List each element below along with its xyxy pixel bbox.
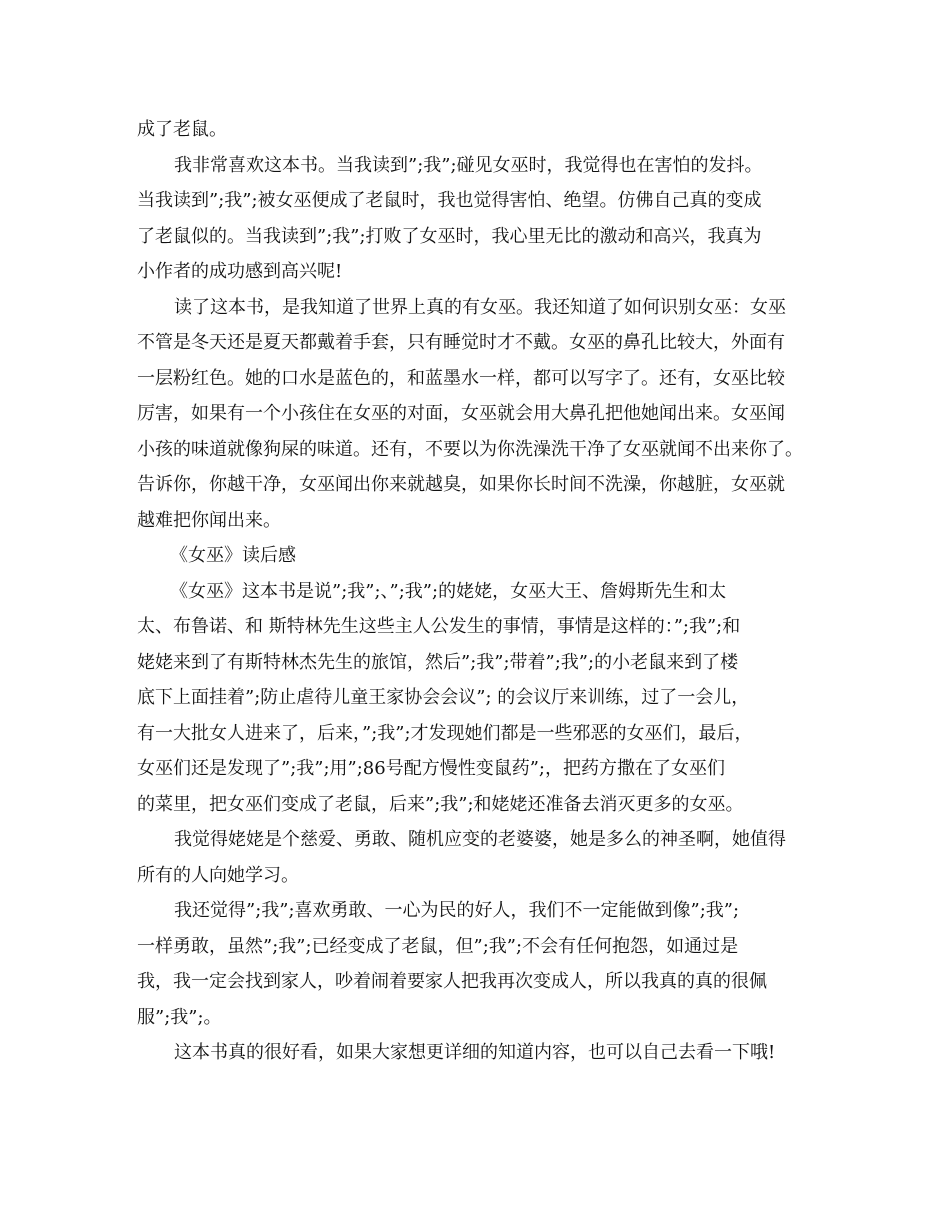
text-line: 的菜里，把女巫们变成了老鼠，后来”;我”;和姥姥还准备去消灭更多的女巫。: [137, 794, 744, 815]
text-line: 读了这本书，是我知道了世界上真的有女巫。我还知道了如何识别女巫：女巫: [174, 297, 786, 318]
text-line: 告诉你，你越干净，女巫闻出你来就越臭，如果你长时间不洗澡，你越脏，女巫就: [137, 474, 785, 495]
text-line: 一层粉红色。她的口水是蓝色的，和蓝墨水一样，都可以写字了。还有，女巫比较: [137, 368, 785, 389]
text-line: 我觉得姥姥是个慈爱、勇敢、随机应变的老婆婆，她是多么的神圣啊，她值得: [174, 829, 786, 850]
text-line: 服”;我”;。: [137, 1007, 222, 1028]
section-heading: 《女巫》读后感: [170, 545, 296, 566]
text-line: 我非常喜欢这本书。当我读到”;我”;碰见女巫时，我觉得也在害怕的发抖。: [174, 155, 763, 176]
text-line: 小孩的味道就像狗屎的味道。还有，不要以为你洗澡洗干净了女巫就闻不出来你了。: [137, 439, 803, 460]
text-line: 所有的人向她学习。: [137, 865, 299, 886]
text-line: 这本书真的很好看，如果大家想更详细的知道内容，也可以自己去看一下哦!: [174, 1042, 776, 1063]
text-line: 有一大批女人进来了，后来，”;我”;才发现她们都是一些邪恶的女巫们，最后，: [137, 723, 753, 744]
text-line: 不管是冬天还是夏天都戴着手套，只有睡觉时才不戴。女巫的鼻孔比较大，外面有: [137, 332, 785, 353]
text-line: 《女巫》这本书是说”;我”;、”;我”;的姥姥，女巫大王、詹姆斯先生和太: [170, 581, 727, 602]
text-line: 成了老鼠。: [137, 119, 227, 140]
text-line: 我，我一定会找到家人，吵着闹着要家人把我再次变成人，所以我真的真的很佩: [137, 971, 767, 992]
text-line: 女巫们还是发现了”;我”;用”;86号配方慢性变鼠药”;，把药方撒在了女巫们: [137, 758, 725, 779]
text-line: 太、布鲁诺、和 斯特林先生这些主人公发生的事情，事情是这样的：”;我”;和: [137, 616, 741, 637]
text-line: 我还觉得”;我”;喜欢勇敢、一心为民的好人，我们不一定能做到像”;我”;: [174, 900, 740, 921]
text-line: 姥姥来到了有斯特林杰先生的旅馆，然后”;我”;带着”;我”;的小老鼠来到了楼: [137, 652, 739, 673]
text-line: 厉害，如果有一个小孩住在女巫的对面，女巫就会用大鼻孔把他她闻出来。女巫闻: [137, 403, 785, 424]
text-line: 越难把你闻出来。: [137, 510, 281, 531]
text-line: 当我读到”;我”;被女巫便成了老鼠时，我也觉得害怕、绝望。仿佛自己真的变成: [137, 190, 762, 211]
text-line: 小作者的成功感到高兴呢!: [137, 261, 343, 282]
text-line: 底下上面挂着”;防止虐待儿童王家协会会议”; 的会议厅来训练，过了一会儿，: [137, 687, 750, 708]
text-line: 一样勇敢，虽然”;我”;已经变成了老鼠，但”;我”;不会有任何抱怨，如通过是: [137, 936, 739, 957]
text-line: 了老鼠似的。当我读到”;我”;打败了女巫时，我心里无比的激动和高兴，我真为: [137, 226, 762, 247]
